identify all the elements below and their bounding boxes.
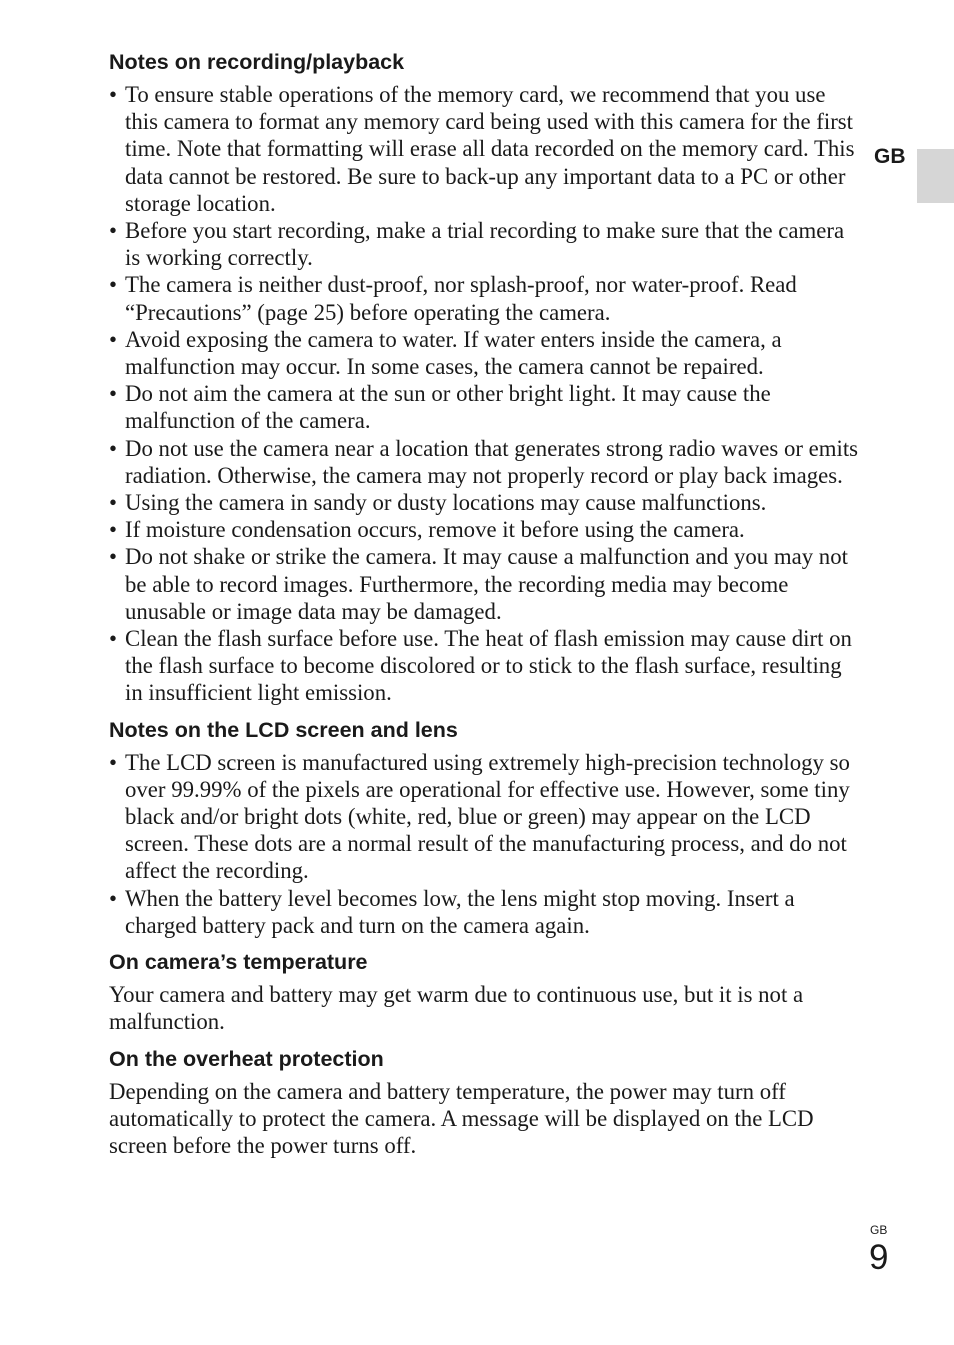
bullet-icon: • <box>109 749 117 775</box>
list-item: • Clean the flash surface before use. The heat of flash emission may cause dirt on the flash surface to become discolored or to stick to the flash surface, resulting in insufficient light emission. <box>109 626 852 706</box>
bullet-icon: • <box>109 326 117 352</box>
bullet-icon: • <box>109 544 117 570</box>
section-heading: On camera’s temperature <box>109 950 368 975</box>
bullet-icon: • <box>109 517 117 543</box>
list-item: • Do not shake or strike the camera. It may cause a malfunction and you may not be able to record images. Furthermore, the recording media may become unusable or image data may be damaged. <box>109 544 848 624</box>
section-heading: Notes on recording/playback <box>109 50 405 74</box>
section-camera-temperature <box>109 949 859 1035</box>
section-paragraph: Your camera and battery may get warm due to continuous use, but it is not a malfunction. <box>109 982 804 1035</box>
page-number: 9 <box>869 1238 889 1277</box>
section-heading: Notes on the LCD screen and lens <box>109 717 458 742</box>
bullet-list <box>109 81 859 707</box>
section-lcd-screen-lens <box>109 717 859 939</box>
list-item: • The LCD screen is manufactured using extremely high-precision technology so over 99.99% of the pixels are operational for effective use. However, some tiny black and/or bright dots (white, red, blue or green) may appear on the LCD screen. These dots are a normal result of the manufacturing process, and do not affect the recording. <box>109 749 850 884</box>
list-item: • Before you start recording, make a trial recording to make sure that the camera is working correctly. <box>109 218 845 271</box>
bullet-icon: • <box>109 381 117 407</box>
list-item: • Do not aim the camera at the sun or other bright light. It may cause the malfunction of the camera. <box>109 381 771 434</box>
language-tab-label: GB <box>874 145 906 168</box>
bullet-list <box>109 749 859 939</box>
list-item: • When the battery level becomes low, the lens might stop moving. Insert a charged battery pack and turn on the camera again. <box>109 885 795 938</box>
list-item: • Avoid exposing the camera to water. If water enters inside the camera, a malfunction may occur. In some cases, the camera cannot be repaired. <box>109 326 782 380</box>
bullet-icon: • <box>109 435 117 461</box>
list-item: • Using the camera in sandy or dusty locations may cause malfunctions. <box>109 490 767 516</box>
language-tab <box>917 149 954 203</box>
list-item: • If moisture condensation occurs, remove it before using the camera. <box>109 517 745 543</box>
section-paragraph: Depending on the camera and battery temperature, the power may turn off automatically to protect the camera. A message will be displayed on the LCD screen before the power turns off. <box>109 1078 814 1158</box>
bullet-icon: • <box>109 82 117 107</box>
bullet-icon: • <box>109 218 117 244</box>
bullet-icon: • <box>109 490 117 516</box>
list-item: • To ensure stable operations of the memory card, we recommend that you use this camera to format any memory card being used with this camera for the first time. Note that formatting will erase all data recorded on the memory card. This data cannot be restored. Be sure to back-up any important data to a PC or other storage location. <box>109 82 855 216</box>
bullet-icon: • <box>109 272 117 298</box>
section-recording-playback <box>109 49 859 707</box>
page-language-code: GB <box>870 1223 888 1237</box>
section-overheat-protection <box>109 1046 859 1160</box>
section-heading: On the overheat protection <box>109 1046 384 1071</box>
list-item: • The camera is neither dust-proof, nor splash-proof, nor water-proof. Read “Precautions” (page 25) before operating the camera. <box>109 272 797 325</box>
list-item: • Do not use the camera near a location that generates strong radio waves or emits radiation. Otherwise, the camera may not properly record or play back images. <box>109 435 859 488</box>
page-content <box>109 49 859 1169</box>
bullet-icon: • <box>109 626 117 652</box>
bullet-icon: • <box>109 885 117 911</box>
